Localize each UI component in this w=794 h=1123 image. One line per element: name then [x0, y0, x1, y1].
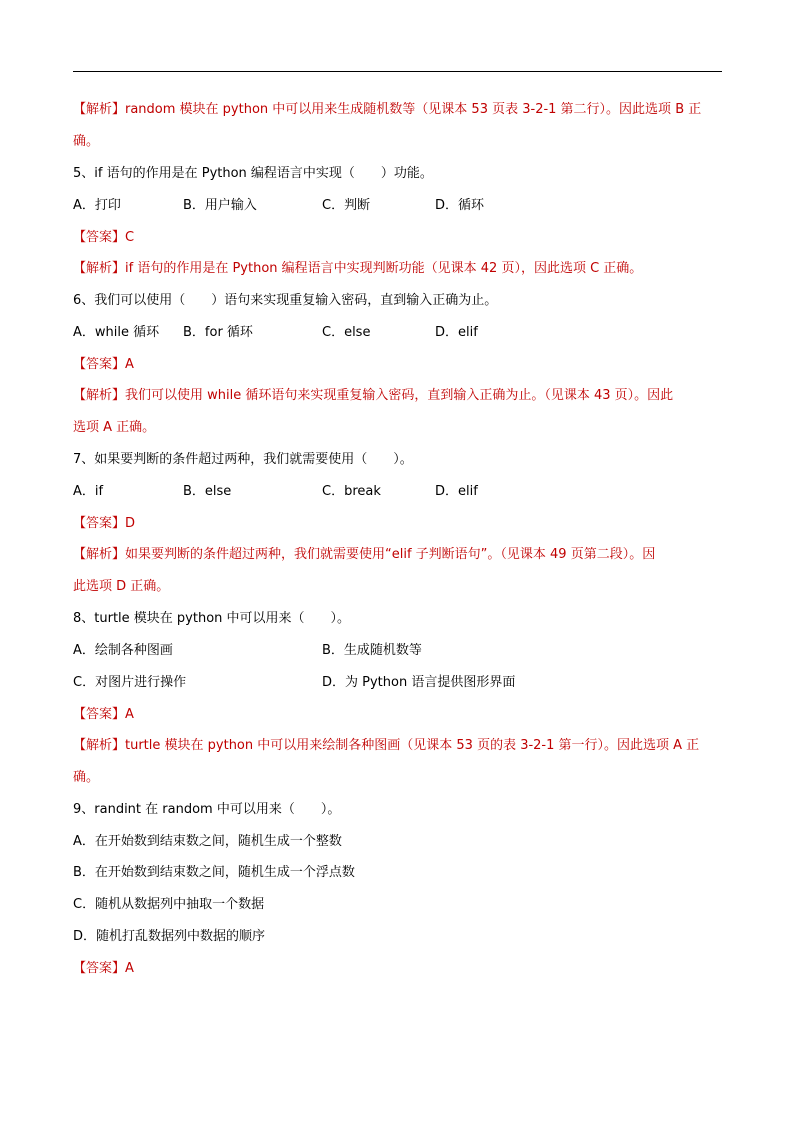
q5-option-c: C．判断: [322, 198, 371, 213]
explanation-4-line2: 确。: [73, 134, 100, 149]
question-6: 6、我们可以使用（ ）语句来实现重复输入密码，直到输入正确为止。: [73, 293, 498, 308]
explanation-7-line2: 此选项 D 正确。: [73, 579, 170, 594]
explanation-4-line1: 【解析】random 模块在 python 中可以用来生成随机数等（见课本 53 页表 3-2-1 第二行）。因此选项 B 正: [73, 102, 702, 117]
question-7: 7、如果要判断的条件超过两种，我们就需要使用（ ）。: [73, 452, 413, 467]
question-5: 5、if 语句的作用是在 Python 编程语言中实现（ ）功能。: [73, 166, 433, 181]
q8-option-b: B．生成随机数等: [322, 643, 422, 658]
explanation-7-line1: 【解析】如果要判断的条件超过两种，我们就需要使用“elif 子判断语句”。（见课本 49 页第二段）。因: [73, 547, 656, 562]
q8-option-c: C．对图片进行操作: [73, 675, 187, 690]
q9-option-d: D．随机打乱数据列中数据的顺序: [73, 929, 266, 944]
answer-5: 【答案】C: [73, 230, 135, 245]
q8-option-d: D．为 Python 语言提供图形界面: [322, 675, 516, 690]
explanation-5: 【解析】if 语句的作用是在 Python 编程语言中实现判断功能（见课本 42 页），因此选项 C 正确。: [73, 261, 643, 276]
answer-7: 【答案】D: [73, 516, 136, 531]
answer-8: 【答案】A: [73, 707, 134, 722]
q8-option-a: A．绘制各种图画: [73, 643, 173, 658]
q6-option-c: C．else: [322, 325, 371, 340]
q7-option-c: C．break: [322, 484, 381, 499]
q6-option-a: A．while 循环: [73, 325, 160, 340]
answer-9: 【答案】A: [73, 961, 134, 976]
explanation-6-line2: 选项 A 正确。: [73, 420, 156, 435]
q7-option-d: D．elif: [435, 484, 478, 499]
q9-option-c: C．随机从数据列中抽取一个数据: [73, 897, 265, 912]
answer-6: 【答案】A: [73, 357, 134, 372]
q5-option-d: D．循环: [435, 198, 485, 213]
explanation-8-line1: 【解析】turtle 模块在 python 中可以用来绘制各种图画（见课本 53 页的表 3-2-1 第一行）。因此选项 A 正: [73, 738, 700, 753]
explanation-8-line2: 确。: [73, 770, 100, 785]
q5-option-b: B．用户输入: [183, 198, 257, 213]
question-8: 8、turtle 模块在 python 中可以用来（ ）。: [73, 611, 351, 626]
question-9: 9、randint 在 random 中可以用来（ ）。: [73, 802, 341, 817]
explanation-6-line1: 【解析】我们可以使用 while 循环语句来实现重复输入密码，直到输入正确为止。（见课本 43 页）。因此: [73, 388, 674, 403]
q7-option-a: A．if: [73, 484, 104, 499]
header-rule: [73, 71, 722, 72]
q9-option-a: A．在开始数到结束数之间，随机生成一个整数: [73, 834, 342, 849]
q9-option-b: B．在开始数到结束数之间，随机生成一个浮点数: [73, 865, 355, 880]
q6-option-b: B．for 循环: [183, 325, 253, 340]
q7-option-b: B．else: [183, 484, 232, 499]
q5-option-a: A．打印: [73, 198, 121, 213]
q6-option-d: D．elif: [435, 325, 478, 340]
